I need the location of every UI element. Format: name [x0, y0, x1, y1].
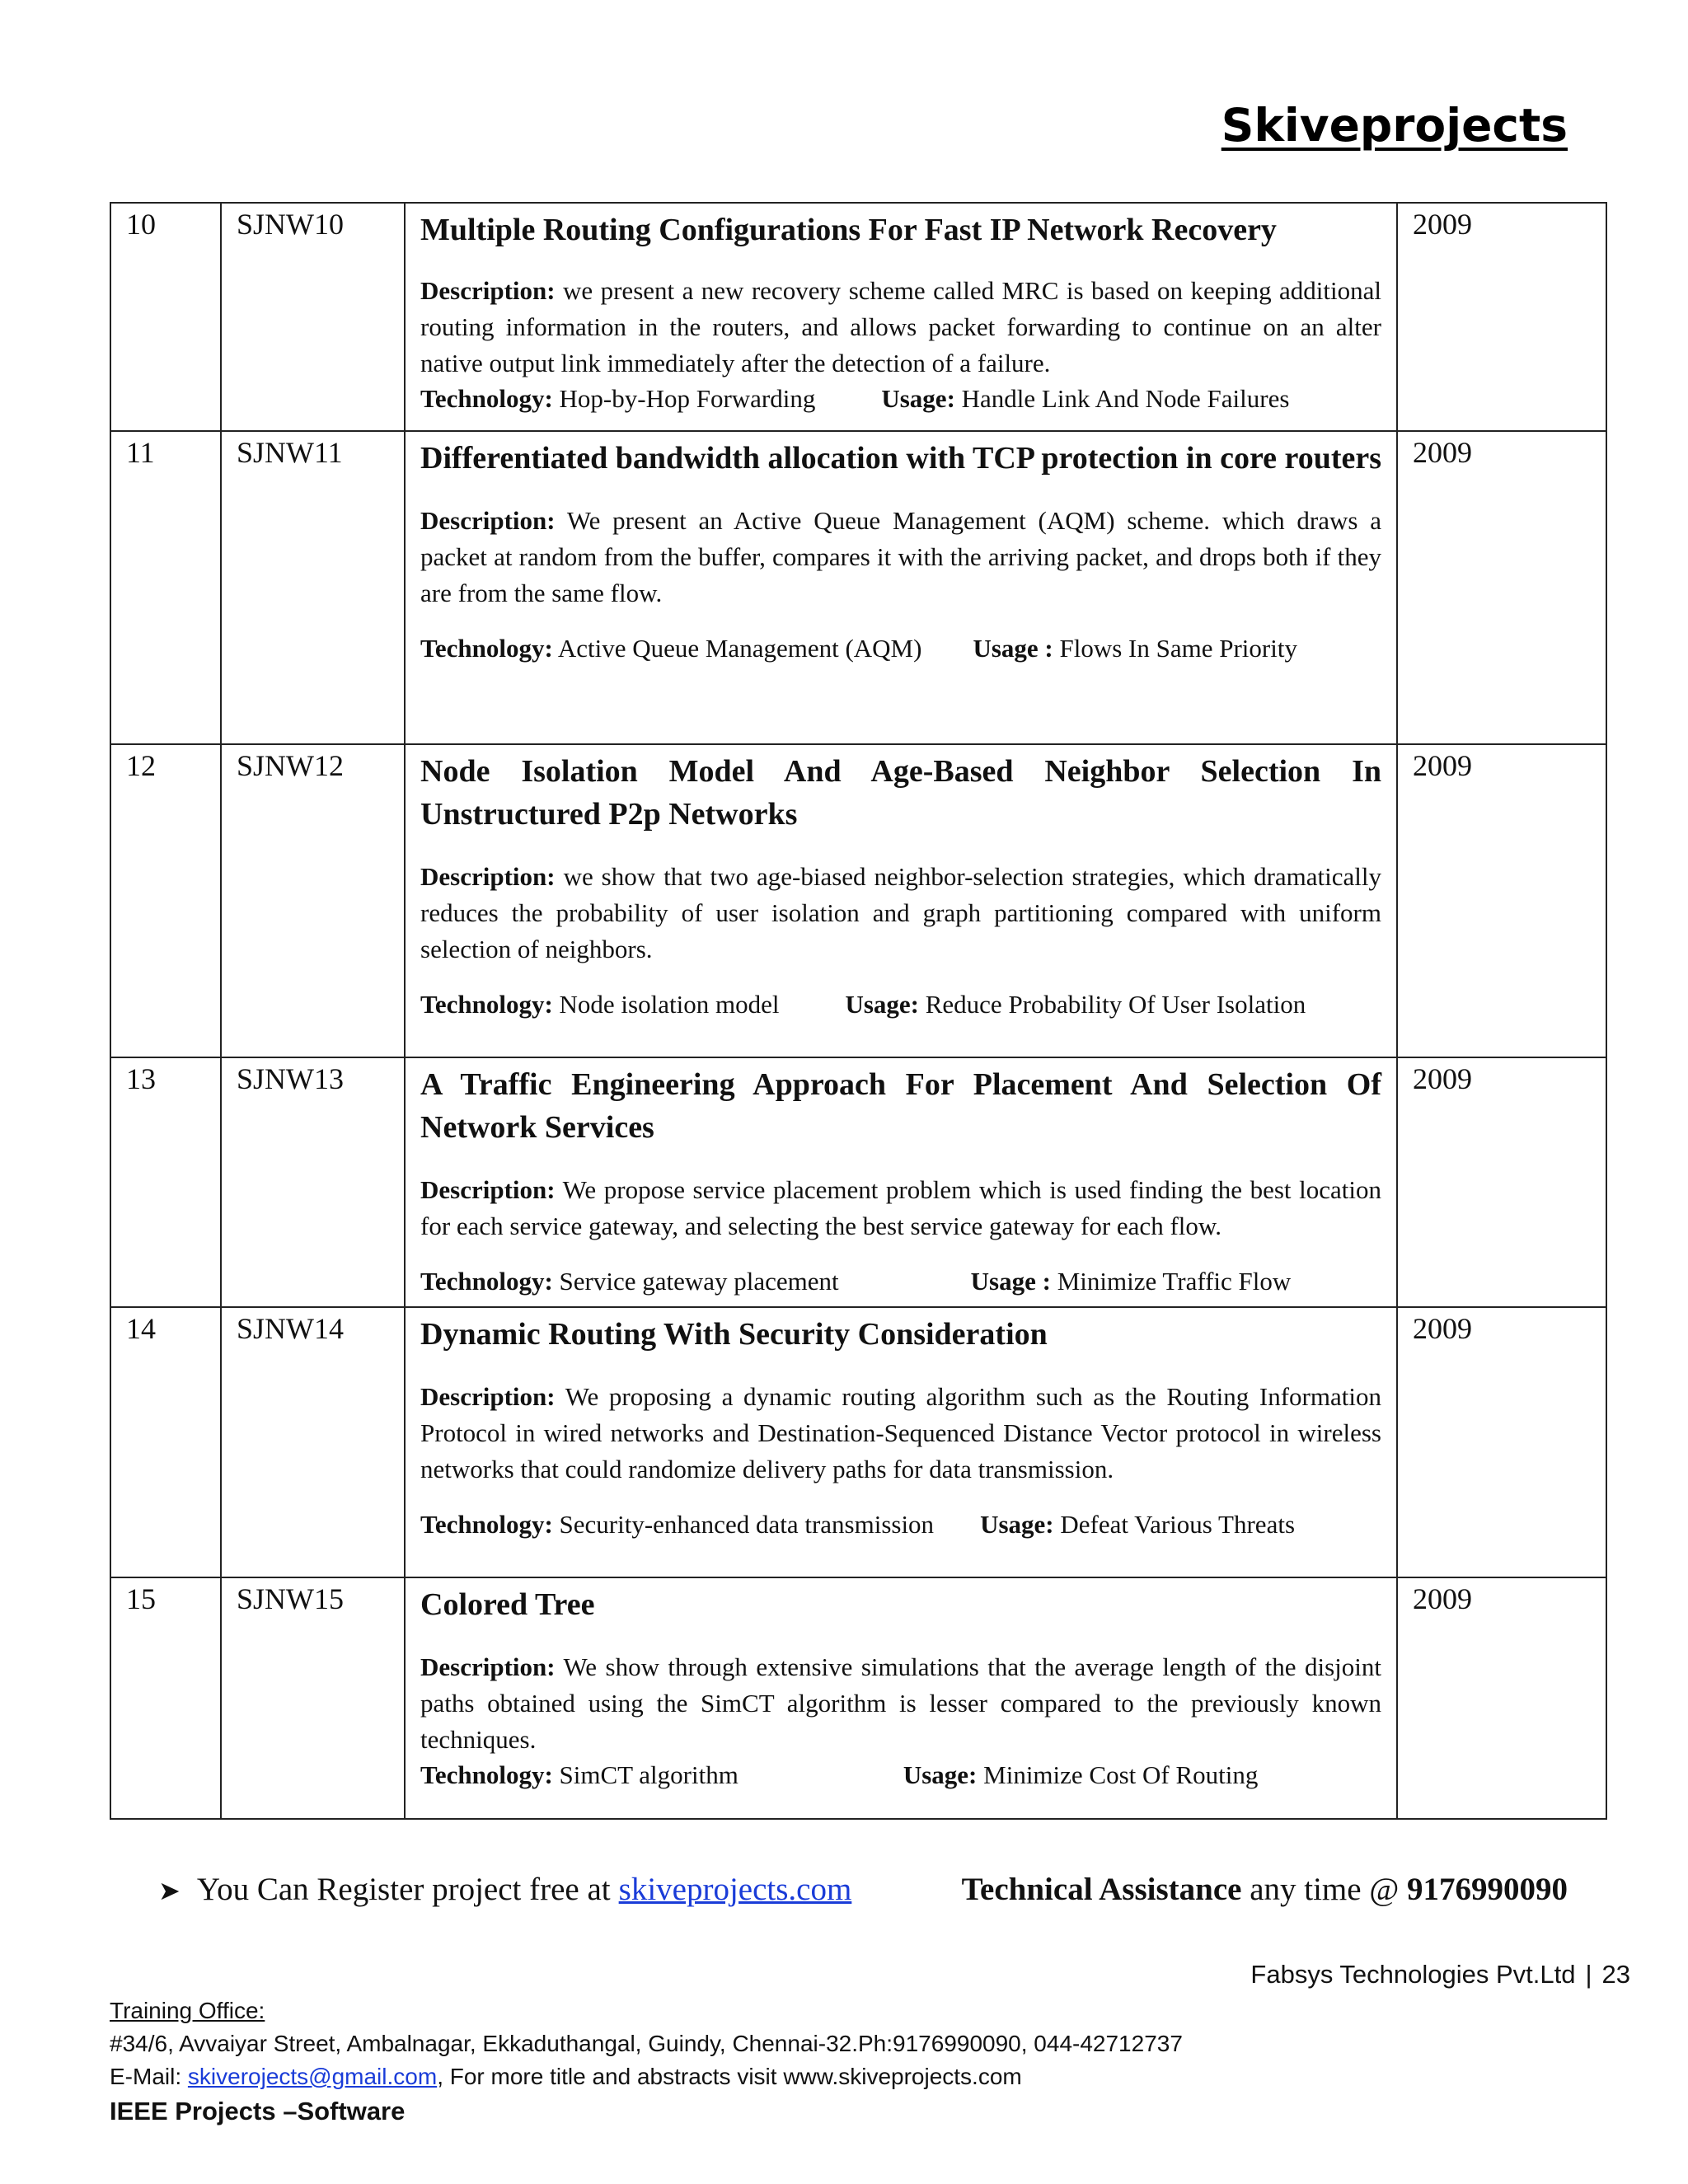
table-row — [110, 1307, 1606, 1577]
usage-value: Reduce Probability Of User Isolation — [925, 990, 1306, 1019]
project-year: 2009 — [1397, 1307, 1606, 1577]
usage-value: Defeat Various Threats — [1060, 1510, 1296, 1539]
description-text: We proposing a dynamic routing algorithm such as the Routing Information Protocol in wired networks and Destination-Sequenced Distance Vector protocol in wireless networks that could randomize delivery paths for data transmission. — [420, 1382, 1381, 1483]
usage — [845, 987, 1306, 1022]
usage — [971, 1264, 1292, 1299]
technology-value: Service gateway placement — [559, 1267, 839, 1296]
project-title: Differentiated bandwidth allocation with TCP protection in core routers — [420, 441, 1382, 476]
description-text: We show through extensive simulations that the average length of the disjoint paths obtained using the SimCT algorithm is lesser compared to the previously known techniques. — [420, 1652, 1381, 1754]
usage-value: Handle Link And Node Failures — [961, 384, 1290, 413]
project-number: 13 — [110, 1057, 221, 1307]
project-number: 14 — [110, 1307, 221, 1577]
usage — [881, 382, 1289, 416]
project-technology-usage — [420, 1758, 1381, 1793]
description-label: Description: — [420, 506, 556, 535]
project-details — [405, 431, 1397, 744]
project-year: 2009 — [1397, 1057, 1606, 1307]
project-code: SJNW15 — [221, 1577, 405, 1819]
technology — [420, 987, 779, 1022]
technology — [420, 1507, 934, 1542]
usage-label: Usage: — [881, 384, 955, 413]
technical-assistance — [962, 1871, 1568, 1908]
assist-phone: 9176990090 — [1407, 1872, 1568, 1907]
technology-label: Technology: — [420, 1267, 553, 1296]
technology-value: Security-enhanced data transmission — [559, 1510, 935, 1539]
usage-value: Flows In Same Priority — [1059, 634, 1297, 663]
technology — [420, 382, 815, 416]
technology-label: Technology: — [420, 1760, 553, 1789]
project-number: 10 — [110, 203, 221, 431]
project-description — [420, 1379, 1381, 1488]
usage — [973, 631, 1297, 666]
project-title: A Traffic Engineering Approach For Placement And Selection Of Network Services — [420, 1067, 1381, 1145]
usage — [980, 1507, 1295, 1542]
company-name: Fabsys Technologies Pvt.Ltd — [1250, 1960, 1576, 1989]
project-code: SJNW11 — [221, 431, 405, 744]
description-label: Description: — [420, 1652, 556, 1681]
project-code: SJNW13 — [221, 1057, 405, 1307]
technology-label: Technology: — [420, 990, 553, 1019]
footer-company — [1250, 1960, 1630, 1990]
technology — [420, 631, 921, 666]
project-title: Node Isolation Model And Age-Based Neighbor Selection In Unstructured P2p Networks — [420, 754, 1381, 832]
technology-value: SimCT algorithm — [559, 1760, 738, 1789]
project-code: SJNW14 — [221, 1307, 405, 1577]
description-label: Description: — [420, 1382, 556, 1411]
project-number: 12 — [110, 744, 221, 1057]
project-details — [405, 1057, 1397, 1307]
project-year: 2009 — [1397, 744, 1606, 1057]
description-text: We propose service placement problem which is used finding the best location for each service gateway, and selecting the best service gateway for each flow. — [420, 1175, 1381, 1240]
usage-label: Usage : — [973, 634, 1053, 663]
register-text: You Can Register project free at — [196, 1872, 611, 1907]
project-description — [420, 1172, 1381, 1244]
email-label: E-Mail: — [110, 2064, 182, 2089]
page-number: 23 — [1601, 1960, 1630, 1989]
project-number: 15 — [110, 1577, 221, 1819]
project-number: 11 — [110, 431, 221, 744]
assist-text: any time @ — [1250, 1872, 1400, 1907]
project-description — [420, 273, 1381, 382]
project-technology-usage — [420, 382, 1381, 416]
usage-value: Minimize Cost Of Routing — [983, 1760, 1259, 1789]
email-link[interactable]: skiverojects@gmail.com — [187, 2064, 438, 2089]
project-title: Multiple Routing Configurations For Fast IP Network Recovery — [420, 213, 1277, 247]
table-row — [110, 431, 1606, 744]
technology — [420, 1264, 839, 1299]
arrow-bullet-icon: ➤ — [158, 1875, 181, 1906]
usage-label: Usage: — [845, 990, 919, 1019]
project-details — [405, 1577, 1397, 1819]
assist-label: Technical Assistance — [961, 1872, 1242, 1907]
project-title: Dynamic Routing With Security Consideration — [420, 1317, 1048, 1352]
project-year: 2009 — [1397, 431, 1606, 744]
technology-value: Active Queue Management (AQM) — [557, 634, 922, 663]
usage-label: Usage: — [903, 1760, 978, 1789]
technology-label: Technology: — [420, 1510, 553, 1539]
description-text: We present an Active Queue Management (AQM) scheme. which draws a packet at random from the buffer, compares it with the arriving packet, and drops both if they are from the same flow. — [420, 506, 1381, 607]
project-details — [405, 1307, 1397, 1577]
project-year: 2009 — [1397, 203, 1606, 431]
usage-label: Usage : — [970, 1267, 1051, 1296]
project-code: SJNW12 — [221, 744, 405, 1057]
office-address: #34/6, Avvaiyar Street, Ambalnagar, Ekkaduthangal, Guindy, Chennai-32.Ph:9176990090, 044-42712737 — [110, 2031, 1183, 2056]
office-email-line — [110, 2060, 1511, 2093]
register-link[interactable]: skiveprojects.com — [618, 1872, 852, 1907]
usage-value: Minimize Traffic Flow — [1057, 1267, 1292, 1296]
project-technology-usage — [420, 1507, 1381, 1542]
register-line — [158, 1871, 1568, 1908]
table-row — [110, 1577, 1606, 1819]
technology-value: Hop-by-Hop Forwarding — [559, 384, 816, 413]
project-description — [420, 503, 1381, 612]
technology — [420, 1758, 738, 1793]
technology-value: Node isolation model — [559, 990, 780, 1019]
email-suffix: , For more title and abstracts visit www.skiveprojects.com — [437, 2064, 1022, 2089]
project-details — [405, 744, 1397, 1057]
project-title: Colored Tree — [420, 1587, 595, 1622]
technology-label: Technology: — [420, 634, 553, 663]
technology-label: Technology: — [420, 384, 553, 413]
description-label: Description: — [420, 1175, 556, 1204]
description-label: Description: — [420, 862, 556, 891]
table-row — [110, 744, 1606, 1057]
usage-label: Usage: — [980, 1510, 1054, 1539]
description-label: Description: — [420, 276, 556, 305]
project-description — [420, 1649, 1381, 1758]
footer-separator: | — [1585, 1960, 1592, 1989]
document-category: IEEE Projects –Software — [110, 2097, 406, 2125]
usage — [903, 1758, 1259, 1793]
description-text: we present a new recovery scheme called MRC is based on keeping additional routing information in the routers, and allows packet forwarding to continue on an alter native output link immediately after the detection of a failure. — [420, 276, 1381, 377]
description-text: we show that two age-biased neighbor-selection strategies, which dramatically reduces the probability of user isolation and graph partitioning compared with uniform selection of neighbors. — [420, 862, 1381, 963]
table-row — [110, 203, 1606, 431]
office-heading: Training Office: — [110, 1998, 265, 2023]
project-technology-usage — [420, 1264, 1381, 1299]
project-details — [405, 203, 1397, 431]
project-year: 2009 — [1397, 1577, 1606, 1819]
project-technology-usage — [420, 631, 1381, 666]
projects-table — [110, 202, 1607, 1820]
project-technology-usage — [420, 987, 1381, 1022]
table-row — [110, 1057, 1606, 1307]
project-code: SJNW10 — [221, 203, 405, 431]
project-description — [420, 859, 1381, 968]
office-info — [110, 1994, 1511, 2130]
brand-title: Skiveprojects — [1221, 99, 1568, 152]
